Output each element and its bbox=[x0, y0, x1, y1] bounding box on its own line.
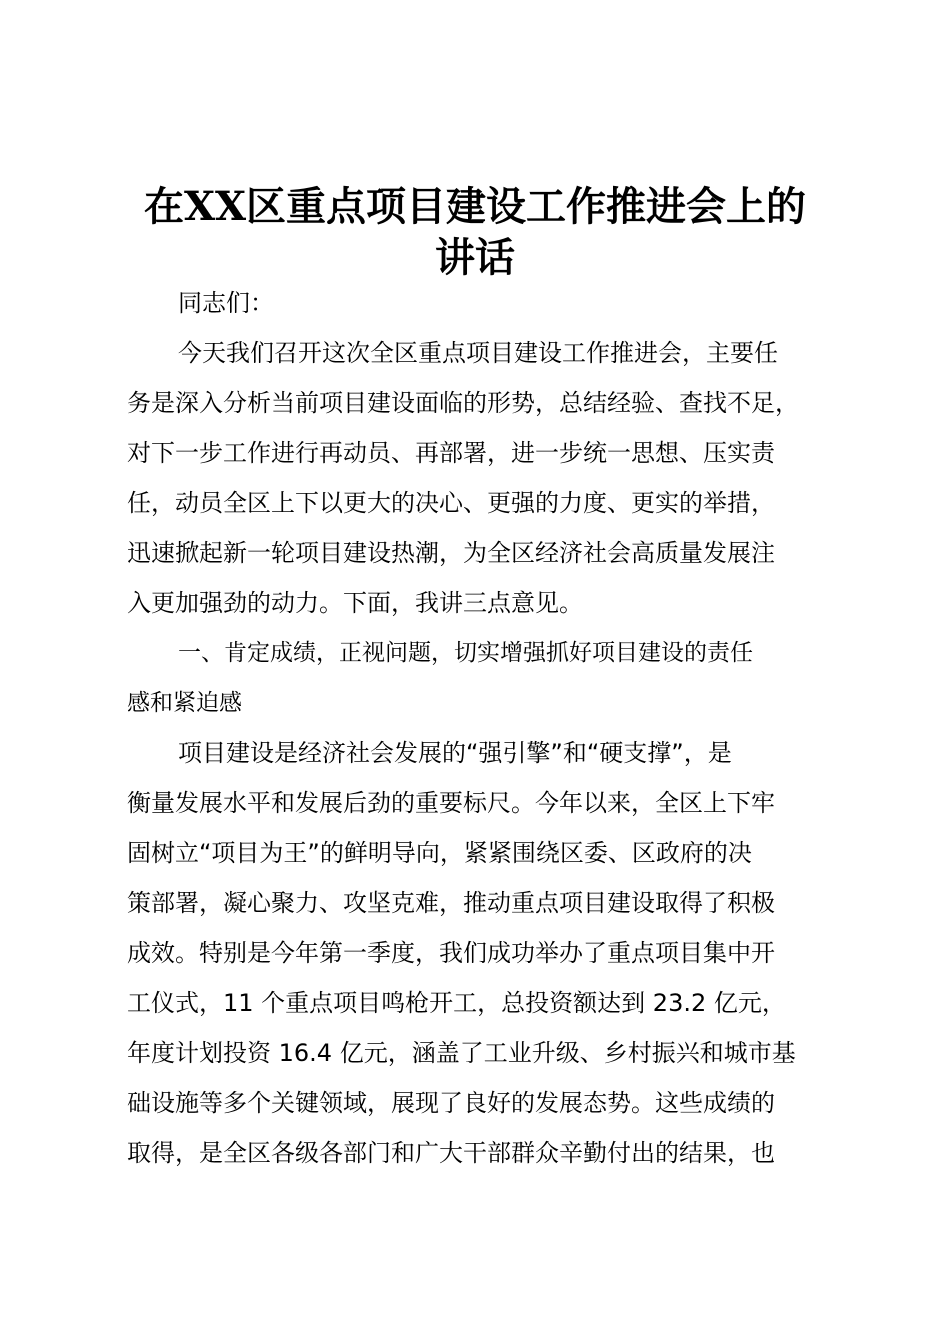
paragraph-1-line-3: 对下一步工作进行再动员、再部署，进一步统一思想、压实责 bbox=[127, 439, 775, 467]
paragraph-2-line-3: 固树立“项目为王”的鲜明导向，紧紧围绕区委、区政府的决 bbox=[127, 839, 752, 867]
section-heading-line-2: 感和紧迫感 bbox=[127, 690, 242, 716]
paragraph-1-line-6: 入更加强劲的动力。下面，我讲三点意见。 bbox=[127, 589, 583, 617]
paragraph-2-line-4: 策部署，凝心聚力、攻坚克难，推动重点项目建设取得了积极 bbox=[127, 889, 775, 917]
salutation: 同志们： bbox=[178, 289, 274, 317]
paragraph-2-line-7: 年度计划投资 16.4 亿元，涵盖了工业升级、乡村振兴和城市基 bbox=[127, 1039, 796, 1067]
paragraph-2-line-9: 取得，是全区各级各部门和广大干部群众辛勤付出的结果，也 bbox=[127, 1139, 775, 1167]
document-title-line-1: 在XX区重点项目建设工作推进会上的 bbox=[143, 183, 807, 230]
paragraph-1-line-4: 任，动员全区上下以更大的决心、更强的力度、更实的举措， bbox=[127, 489, 775, 517]
paragraph-1-line-5: 迅速掀起新一轮项目建设热潮，为全区经济社会高质量发展注 bbox=[127, 539, 775, 567]
paragraph-2-line-2: 衡量发展水平和发展后劲的重要标尺。今年以来，全区上下牢 bbox=[127, 789, 775, 817]
paragraph-2-line-8: 础设施等多个关键领域，展现了良好的发展态势。这些成绩的 bbox=[127, 1089, 775, 1117]
document-title-line-2: 讲话 bbox=[435, 234, 515, 281]
paragraph-1-line-2: 务是深入分析当前项目建设面临的形势，总结经验、查找不足， bbox=[127, 389, 799, 417]
paragraph-2-line-1: 项目建设是经济社会发展的“强引擎”和“硬支撑”，是 bbox=[178, 739, 732, 767]
section-heading-line-1: 一、肯定成绩，正视问题，切实增强抓好项目建设的责任 bbox=[178, 640, 753, 666]
paragraph-2-line-6: 工仪式，11 个重点项目鸣枪开工，总投资额达到 23.2 亿元， bbox=[127, 989, 786, 1017]
paragraph-2-line-5: 成效。特别是今年第一季度，我们成功举办了重点项目集中开 bbox=[127, 939, 775, 967]
paragraph-1-line-1: 今天我们召开这次全区重点项目建设工作推进会，主要任 bbox=[178, 339, 778, 367]
